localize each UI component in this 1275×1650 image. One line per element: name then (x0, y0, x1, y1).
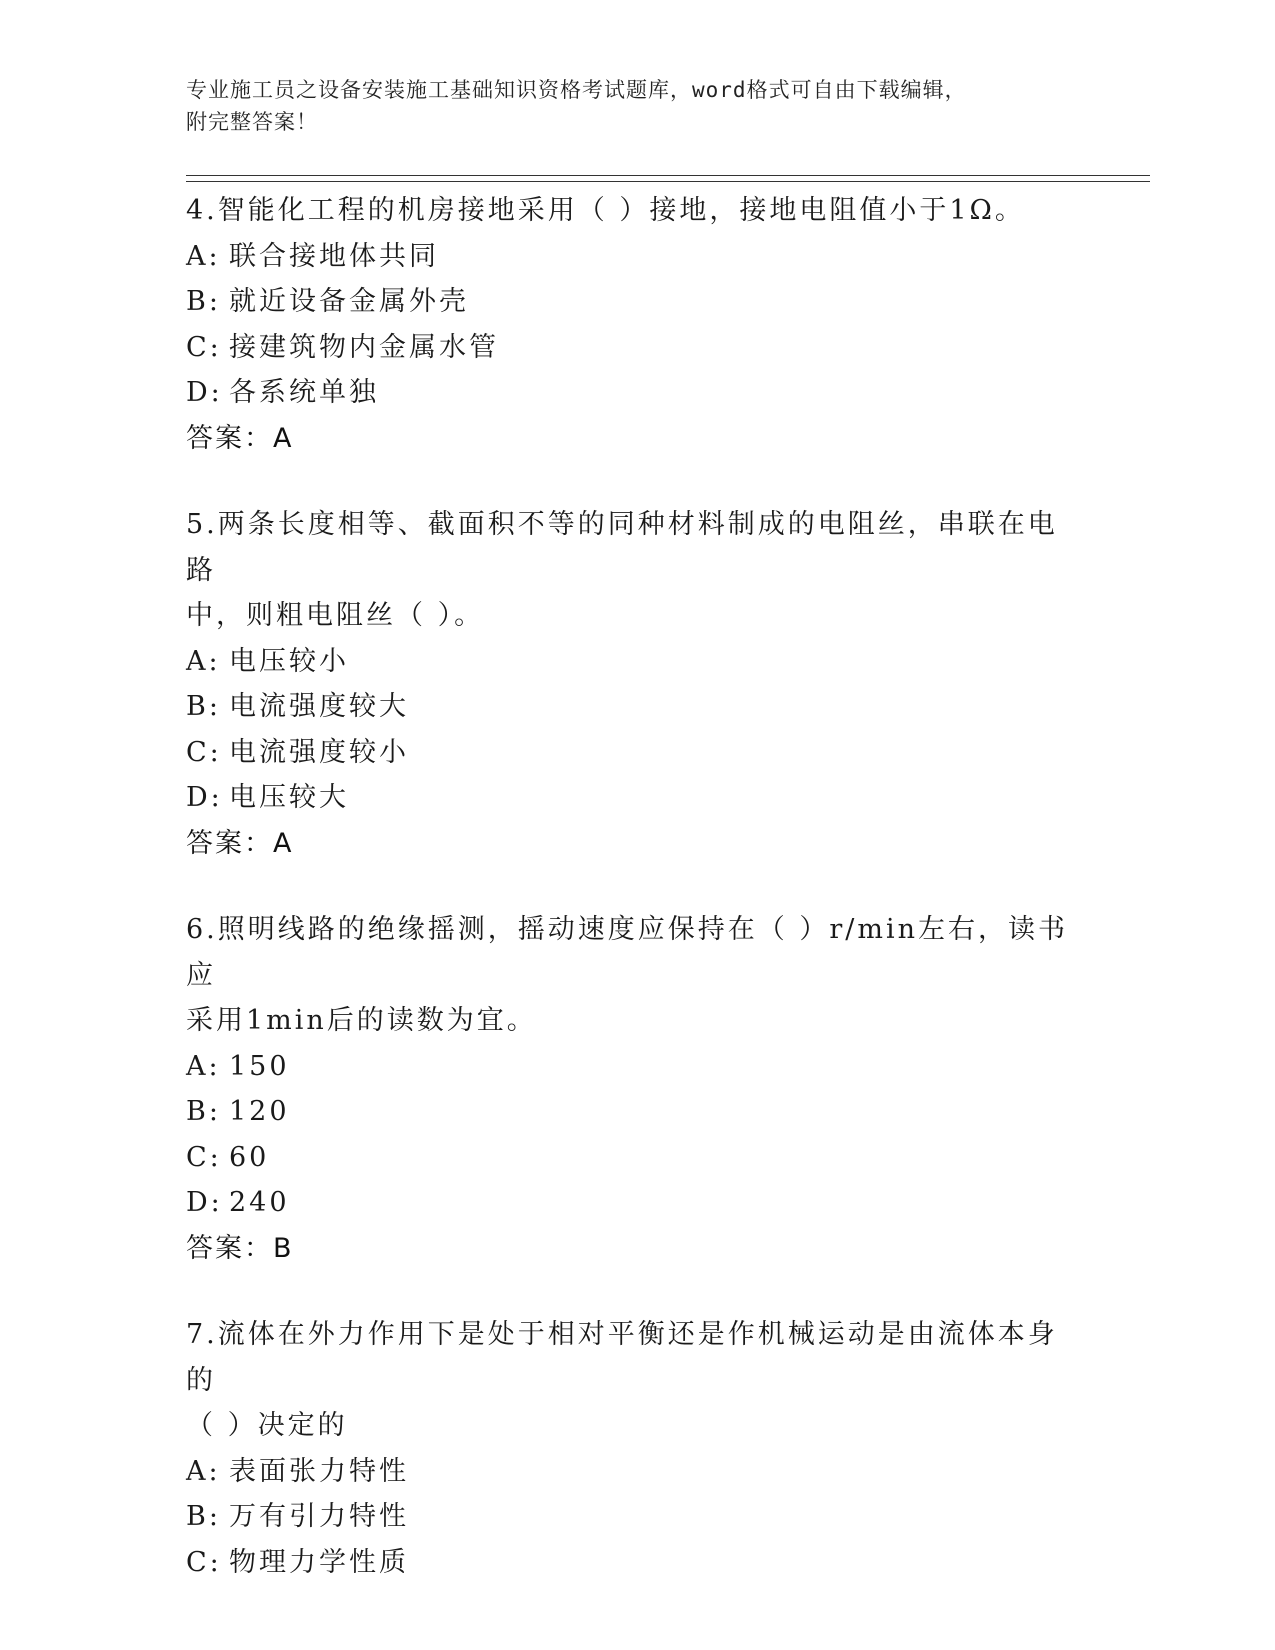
question-item (186, 188, 1086, 461)
option-item (186, 775, 1086, 821)
option-key: C: (186, 331, 222, 363)
question-text: 5.两条长度相等、截面积不等的同种材料制成的电阻丝，串联在电路 中，则粗电阻丝（ ）。 (186, 509, 1058, 631)
question-item (186, 1312, 1086, 1585)
answer-text: 答案：B (186, 1232, 294, 1264)
header-divider-bottom (186, 181, 1150, 182)
option-text: 电压较小 (229, 645, 349, 677)
option-key: A: (186, 645, 221, 677)
option-text: 150 (229, 1050, 290, 1082)
option-item (186, 370, 1086, 416)
question-item (186, 907, 1086, 1271)
header-divider-top (186, 175, 1150, 176)
question-list (186, 188, 1086, 1626)
option-key: B: (186, 691, 221, 722)
option-key: D: (186, 782, 223, 813)
option-text: 接建筑物内金属水管 (229, 331, 499, 363)
option-text: 240 (229, 1187, 290, 1218)
option-item (186, 279, 1086, 325)
option-key: A: (186, 240, 221, 272)
option-item (186, 1089, 1086, 1135)
option-item (186, 1449, 1086, 1495)
option-item (186, 1494, 1086, 1540)
option-key: C: (186, 1546, 222, 1578)
option-key: C: (186, 736, 222, 768)
option-item (186, 730, 1086, 776)
option-text: 表面张力特性 (229, 1455, 409, 1487)
option-key: A: (186, 1455, 221, 1487)
option-item (186, 1180, 1086, 1226)
option-text: 万有引力特性 (229, 1501, 409, 1532)
question-text: 6.照明线路的绝缘摇测，摇动速度应保持在（ ）r/min左右，读书应 采用1min后的读数为宜。 (186, 914, 1068, 1036)
option-key: B: (186, 286, 221, 317)
header-line: 附完整答案！ (186, 110, 318, 134)
option-text: 联合接地体共同 (229, 240, 439, 272)
question-item (186, 502, 1086, 866)
option-text: 就近设备金属外壳 (229, 286, 469, 317)
option-text: 电压较大 (229, 782, 349, 813)
option-text: 120 (229, 1096, 290, 1127)
option-item (186, 234, 1086, 280)
header-line: 专业施工员之设备安装施工基础知识资格考试题库，word格式可自由下载编辑， (186, 78, 967, 102)
option-key: D: (186, 377, 223, 408)
option-key: C: (186, 1141, 222, 1173)
option-item (186, 1540, 1086, 1586)
document-header (186, 74, 1066, 138)
option-text: 各系统单独 (229, 377, 379, 408)
answer-text: 答案：A (186, 422, 294, 454)
option-key: B: (186, 1501, 221, 1532)
option-item (186, 1135, 1086, 1181)
question-text: 7.流体在外力作用下是处于相对平衡还是作机械运动是由流体本身的 （ ）决定的 (186, 1319, 1058, 1441)
option-text: 电流强度较小 (229, 736, 409, 768)
option-key: D: (186, 1187, 223, 1218)
option-key: A: (186, 1050, 221, 1082)
option-item (186, 1044, 1086, 1090)
option-text: 物理力学性质 (229, 1546, 409, 1578)
option-text: 60 (229, 1141, 270, 1173)
option-key: B: (186, 1096, 221, 1127)
option-text: 电流强度较大 (229, 691, 409, 722)
question-text: 4.智能化工程的机房接地采用（ ）接地，接地电阻值小于1Ω。 (186, 195, 1025, 226)
option-item (186, 325, 1086, 371)
answer-text: 答案：A (186, 827, 294, 859)
option-item (186, 639, 1086, 685)
option-item (186, 684, 1086, 730)
